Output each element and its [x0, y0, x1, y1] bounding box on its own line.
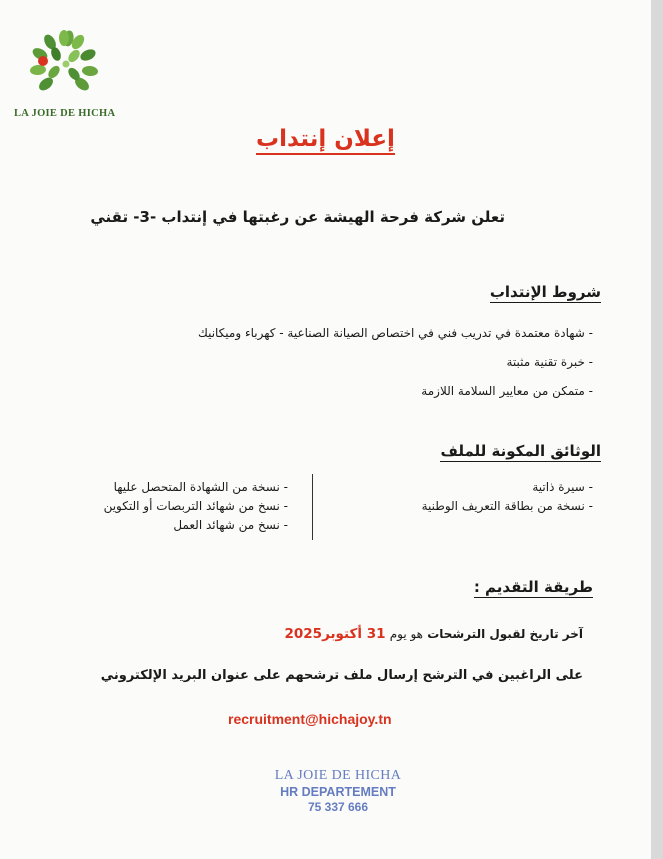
- conditions-heading: [490, 283, 601, 301]
- document-item: - نسخ من شهائد التربصات أو التكوين: [103, 499, 288, 513]
- deadline-date: 31 أكتوبر2025: [284, 626, 386, 642]
- page-edge: [651, 0, 663, 859]
- page-title: [0, 126, 651, 152]
- condition-item: - متمكن من معايير السلامة اللازمة: [421, 384, 593, 398]
- condition-item: - خبرة تقنية مثبتة: [506, 355, 593, 369]
- apply-heading: [474, 578, 593, 596]
- company-logo-icon: [26, 28, 102, 100]
- deadline-line: [285, 626, 584, 642]
- stamp-company: LA JOIE DE HICHA: [274, 768, 402, 783]
- hr-stamp: [250, 768, 426, 814]
- stamp-phone: 75 337 666: [307, 800, 369, 814]
- apply-instructions: على الراغبين في الترشح إرسال ملف ترشحهم على عنوان البريد الإلكتروني: [100, 668, 583, 683]
- stamp-department: HR DEPARTEMENT: [280, 785, 396, 799]
- document-item: - نسخة من الشهادة المتحصل عليها: [113, 480, 288, 494]
- logo-wordmark: LA JOIE DE HICHA: [14, 108, 116, 119]
- apply-heading-text: طريقة التقديم :: [473, 578, 593, 596]
- contact-email[interactable]: recruitment@hichajoy.tn: [228, 711, 392, 727]
- conditions-heading-text: شروط الإنتداب: [489, 283, 601, 301]
- page-title-text: إعلان إنتداب: [256, 126, 395, 155]
- document-item: - نسخ من شهائد العمل: [173, 518, 288, 532]
- document-item: - نسخة من بطاقة التعريف الوطنية: [421, 499, 593, 513]
- deadline-mid: هو يوم: [389, 627, 423, 641]
- documents-heading: [440, 442, 601, 460]
- documents-heading-text: الوثائق المكونة للملف: [440, 442, 601, 460]
- condition-item: - شهادة معتمدة في تدريب فني في اختصاص الصيانة الصناعية - كهرباء وميكانيك: [197, 326, 593, 340]
- announcement-text: تعلن شركة فرحة الهيشة عن رغبتها في إنتداب -3- تقني: [90, 208, 505, 226]
- column-divider: [312, 474, 313, 540]
- deadline-prefix: آخر تاريخ لقبول الترشحات: [427, 627, 583, 641]
- document-item: - سيرة ذاتية: [532, 480, 593, 494]
